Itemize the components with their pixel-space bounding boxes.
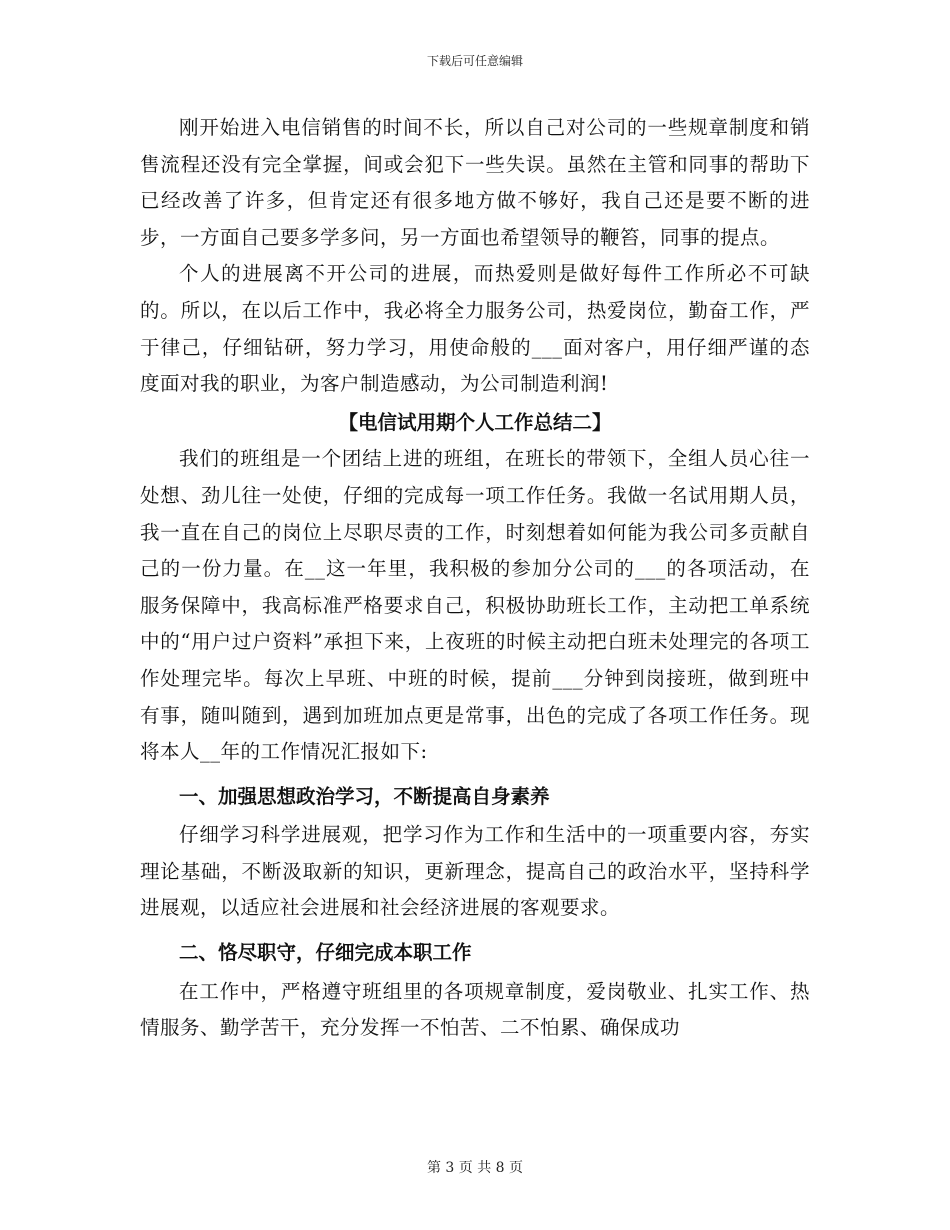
document-body — [140, 110, 810, 1047]
paragraph-2: 个人的进展离不开公司的进展，而热爱则是做好每件工作所必不可缺的。所以，在以后工作中，我必将全力服务公司，热爱岗位，勤奋工作，严于律己，仔细钻研，努力学习，用使命般的___面对客户，用仔细严谨的态度面对我的职业，为客户制造感动，为公司制造利润! — [140, 262, 810, 396]
paragraph-4: 仔细学习科学进展观，把学习作为工作和生活中的一项重要内容，夯实理论基础，不断汲取新的知识，更新理念，提高自己的政治水平，坚持科学进展观，以适应社会进展和社会经济进展的客观要求。 — [140, 823, 810, 920]
paragraph-3: 我们的班组是一个团结上进的班组，在班长的带领下，全组人员心往一处想、劲儿往一处使，仔细的完成每一项工作任务。我做一名试用期人员，我一直在自己的岗位上尽职尽责的工作，时刻想着如何能为我公司多贡献自己的一份力量。在__这一年里，我积极的参加分公司的___的各项活动，在服务保障中，我高标准严格要求自己，积极协助班长工作，主动把工单系统中的“用户过户资料”承担下来，上夜班的时候主动把白班未处理完的各项工作处理完毕。每次上早班、中班的时候，提前___分钟到岗接班，做到班中有事，随叫随到，遇到加班加点更是常事，出色的完成了各项工作任务。现将本人__年的工作情况汇报如下: — [140, 447, 810, 764]
section-title: 【电信试用期个人工作总结二】 — [338, 410, 612, 434]
heading-2: 二、恪尽职守，仔细完成本职工作 — [179, 941, 472, 965]
heading-1: 一、加强思想政治学习，不断提高自身素养 — [179, 784, 550, 808]
paragraph-1: 刚开始进入电信销售的时间不长，所以自己对公司的一些规章制度和销售流程还没有完全掌握，间或会犯下一些失误。虽然在主管和同事的帮助下已经改善了许多，但肯定还有很多地方做不够好，我自己还是要不断的进步，一方面自己要多学多问，另一方面也希望领导的鞭笞，同事的提点。 — [140, 116, 810, 249]
paragraph-5: 在工作中，严格遵守班组里的各项规章制度，爱岗敬业、扎实工作、热情服务、勤学苦干，充分发挥一不怕苦、二不怕累、确保成功 — [140, 979, 810, 1040]
page-footer: 第 3 页 共 8 页 — [426, 1160, 524, 1176]
page-header: 下载后可任意编辑 — [426, 54, 523, 68]
